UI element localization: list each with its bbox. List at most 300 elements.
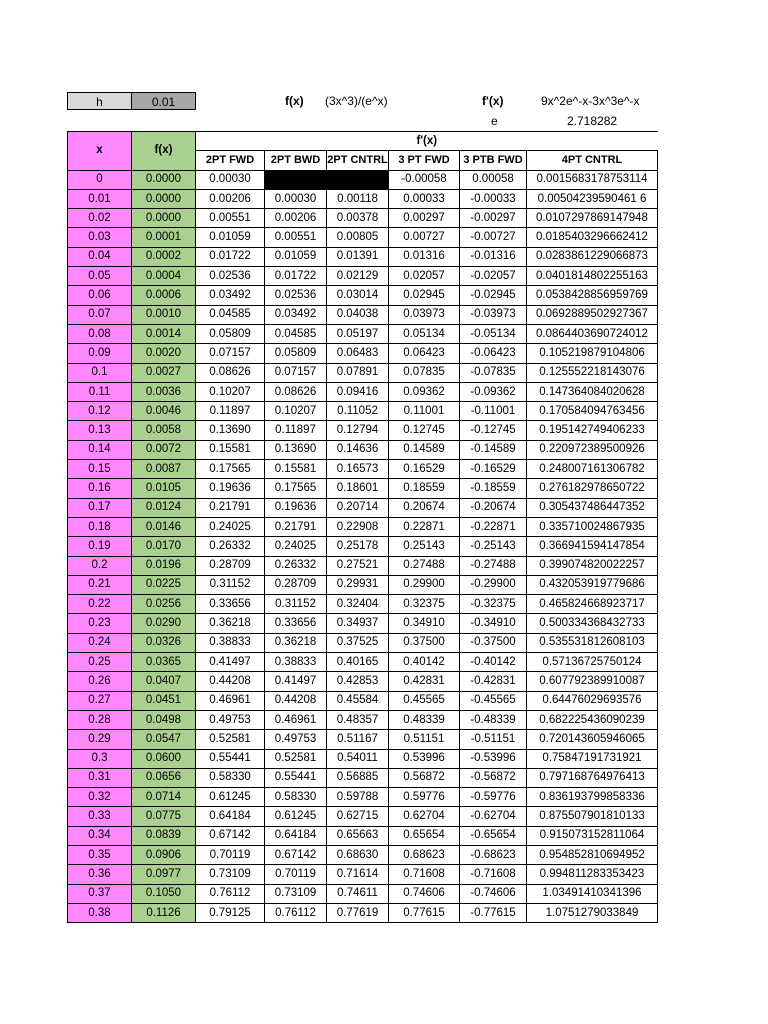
- fwd2-cell[interactable]: 0.36218: [196, 614, 265, 633]
- bwd2-cell[interactable]: 0.70119: [265, 865, 327, 884]
- cntrl4-cell[interactable]: 0.195142749406233: [527, 421, 658, 440]
- bwd3-cell[interactable]: -0.12745: [460, 421, 527, 440]
- fx-cell[interactable]: 0.0326: [132, 633, 196, 652]
- cntrl2-cell[interactable]: 0.34937: [327, 614, 389, 633]
- fx-cell[interactable]: 0.0290: [132, 614, 196, 633]
- x-cell[interactable]: 0.22: [68, 595, 132, 614]
- fwd3-cell[interactable]: 0.27488: [389, 556, 460, 575]
- bwd3-cell[interactable]: -0.74606: [460, 884, 527, 903]
- bwd3-cell[interactable]: -0.34910: [460, 614, 527, 633]
- bwd2-cell[interactable]: 0.17565: [265, 479, 327, 498]
- bwd3-cell[interactable]: -0.62704: [460, 807, 527, 826]
- cntrl2-cell[interactable]: 0.25178: [327, 537, 389, 556]
- fwd3-cell[interactable]: 0.09362: [389, 382, 460, 401]
- cntrl4-cell[interactable]: 0.335710024867935: [527, 517, 658, 536]
- bwd3-cell[interactable]: -0.37500: [460, 633, 527, 652]
- x-cell[interactable]: 0.07: [68, 305, 132, 324]
- fwd2-cell[interactable]: 0.17565: [196, 460, 265, 479]
- cntrl4-cell[interactable]: 0.500334368432733: [527, 614, 658, 633]
- cntrl2-cell[interactable]: 0.74611: [327, 884, 389, 903]
- x-cell[interactable]: 0.35: [68, 845, 132, 864]
- bwd2-cell[interactable]: 0.73109: [265, 884, 327, 903]
- cntrl2-cell[interactable]: 0.45584: [327, 691, 389, 710]
- fwd2-cell[interactable]: 0.00030: [196, 170, 265, 189]
- fx-cell[interactable]: 0.0146: [132, 517, 196, 536]
- bwd3-cell[interactable]: -0.56872: [460, 768, 527, 787]
- bwd2-cell[interactable]: 0.38833: [265, 653, 327, 672]
- bwd3-cell[interactable]: -0.25143: [460, 537, 527, 556]
- bwd2-cell[interactable]: 0.67142: [265, 845, 327, 864]
- fx-cell[interactable]: 0.0014: [132, 324, 196, 343]
- fx-cell[interactable]: 0.0656: [132, 768, 196, 787]
- fwd3-cell[interactable]: 0.00033: [389, 189, 460, 208]
- x-cell[interactable]: 0.04: [68, 247, 132, 266]
- cntrl2-cell[interactable]: 0.22908: [327, 517, 389, 536]
- fwd2-cell[interactable]: 0.07157: [196, 344, 265, 363]
- fx-cell[interactable]: 0.0058: [132, 421, 196, 440]
- bwd2-cell[interactable]: 0.04585: [265, 324, 327, 343]
- bwd2-cell[interactable]: 0.36218: [265, 633, 327, 652]
- bwd3-cell[interactable]: -0.22871: [460, 517, 527, 536]
- fwd2-cell[interactable]: 0.44208: [196, 672, 265, 691]
- cntrl4-cell[interactable]: 0.875507901810133: [527, 807, 658, 826]
- fwd3-cell[interactable]: 0.22871: [389, 517, 460, 536]
- cntrl4-cell[interactable]: 0.57136725750124: [527, 653, 658, 672]
- cntrl2-cell[interactable]: 0.56885: [327, 768, 389, 787]
- bwd2-cell[interactable]: 0.58330: [265, 788, 327, 807]
- bwd2-cell[interactable]: 0.00030: [265, 189, 327, 208]
- dfx-formula[interactable]: 9x^2e^-x-3x^3e^-x: [541, 94, 640, 108]
- cntrl4-cell[interactable]: 0.836193799858336: [527, 788, 658, 807]
- fx-formula[interactable]: (3x^3)/(e^x): [325, 94, 388, 108]
- bwd2-cell[interactable]: 0.10207: [265, 402, 327, 421]
- cntrl2-cell[interactable]: 0.12794: [327, 421, 389, 440]
- x-cell[interactable]: 0.23: [68, 614, 132, 633]
- fx-cell[interactable]: 0.0256: [132, 595, 196, 614]
- fwd3-cell[interactable]: 0.68623: [389, 845, 460, 864]
- cntrl4-cell[interactable]: 0.0185403296662412: [527, 228, 658, 247]
- fwd2-cell[interactable]: 0.38833: [196, 633, 265, 652]
- fwd3-cell[interactable]: 0.74606: [389, 884, 460, 903]
- x-cell[interactable]: 0.14: [68, 440, 132, 459]
- fwd2-cell[interactable]: 0.02536: [196, 267, 265, 286]
- cntrl4-cell[interactable]: 0.0864403690724012: [527, 324, 658, 343]
- fwd2-cell[interactable]: 0.08626: [196, 363, 265, 382]
- fx-cell[interactable]: 0.0036: [132, 382, 196, 401]
- fx-cell[interactable]: 0.0407: [132, 672, 196, 691]
- cntrl2-cell[interactable]: 0.18601: [327, 479, 389, 498]
- cntrl4-cell[interactable]: 0.105219879104806: [527, 344, 658, 363]
- fwd2-cell[interactable]: 0.13690: [196, 421, 265, 440]
- fwd2-cell[interactable]: 0.01059: [196, 228, 265, 247]
- bwd3-cell[interactable]: -0.40142: [460, 653, 527, 672]
- bwd3-cell[interactable]: -0.59776: [460, 788, 527, 807]
- fwd2-cell[interactable]: 0.46961: [196, 691, 265, 710]
- cntrl4-cell[interactable]: 0.00504239590461 6: [527, 189, 658, 208]
- bwd2-cell[interactable]: 0.01722: [265, 267, 327, 286]
- fx-cell[interactable]: 0.0004: [132, 267, 196, 286]
- cntrl2-cell[interactable]: [327, 170, 389, 189]
- cntrl2-cell[interactable]: 0.00805: [327, 228, 389, 247]
- x-cell[interactable]: 0.3: [68, 749, 132, 768]
- fwd3-cell[interactable]: 0.34910: [389, 614, 460, 633]
- fwd3-cell[interactable]: 0.00297: [389, 209, 460, 228]
- cntrl2-cell[interactable]: 0.77619: [327, 903, 389, 922]
- fwd3-cell[interactable]: 0.00727: [389, 228, 460, 247]
- bwd2-cell[interactable]: 0.21791: [265, 517, 327, 536]
- bwd2-cell[interactable]: 0.46961: [265, 710, 327, 729]
- fwd3-cell[interactable]: 0.62704: [389, 807, 460, 826]
- fx-cell[interactable]: 0.0196: [132, 556, 196, 575]
- x-cell[interactable]: 0.08: [68, 324, 132, 343]
- cntrl4-cell[interactable]: 0.125552218143076: [527, 363, 658, 382]
- bwd2-cell[interactable]: 0.76112: [265, 903, 327, 922]
- fwd2-cell[interactable]: 0.01722: [196, 247, 265, 266]
- cntrl4-cell[interactable]: 0.0401814802255163: [527, 267, 658, 286]
- cntrl2-cell[interactable]: 0.65663: [327, 826, 389, 845]
- x-cell[interactable]: 0.02: [68, 209, 132, 228]
- x-cell[interactable]: 0.31: [68, 768, 132, 787]
- cntrl2-cell[interactable]: 0.02129: [327, 267, 389, 286]
- bwd2-cell[interactable]: 0.07157: [265, 363, 327, 382]
- fx-cell[interactable]: 0.0087: [132, 460, 196, 479]
- fx-cell[interactable]: 0.0072: [132, 440, 196, 459]
- fwd2-cell[interactable]: 0.76112: [196, 884, 265, 903]
- x-cell[interactable]: 0.25: [68, 653, 132, 672]
- cntrl2-cell[interactable]: 0.11052: [327, 402, 389, 421]
- fwd2-cell[interactable]: 0.05809: [196, 324, 265, 343]
- x-cell[interactable]: 0.06: [68, 286, 132, 305]
- cntrl4-cell[interactable]: 0.0283861229066873: [527, 247, 658, 266]
- bwd3-cell[interactable]: -0.06423: [460, 344, 527, 363]
- fwd3-cell[interactable]: 0.65654: [389, 826, 460, 845]
- fwd3-cell[interactable]: 0.51151: [389, 730, 460, 749]
- cntrl2-cell[interactable]: 0.14636: [327, 440, 389, 459]
- cntrl2-cell[interactable]: 0.54011: [327, 749, 389, 768]
- cntrl2-cell[interactable]: 0.48357: [327, 710, 389, 729]
- x-cell[interactable]: 0.24: [68, 633, 132, 652]
- x-cell[interactable]: 0.27: [68, 691, 132, 710]
- bwd3-cell[interactable]: -0.16529: [460, 460, 527, 479]
- fwd2-cell[interactable]: 0.03492: [196, 286, 265, 305]
- fwd2-cell[interactable]: 0.73109: [196, 865, 265, 884]
- x-cell[interactable]: 0.26: [68, 672, 132, 691]
- fwd2-cell[interactable]: 0.11897: [196, 402, 265, 421]
- bwd3-cell[interactable]: -0.68623: [460, 845, 527, 864]
- bwd2-cell[interactable]: 0.49753: [265, 730, 327, 749]
- bwd3-cell[interactable]: -0.65654: [460, 826, 527, 845]
- bwd2-cell[interactable]: 0.44208: [265, 691, 327, 710]
- cntrl2-cell[interactable]: 0.01391: [327, 247, 389, 266]
- fwd3-cell[interactable]: 0.25143: [389, 537, 460, 556]
- fx-cell[interactable]: 0.1126: [132, 903, 196, 922]
- fwd2-cell[interactable]: 0.19636: [196, 479, 265, 498]
- x-cell[interactable]: 0.11: [68, 382, 132, 401]
- fwd2-cell[interactable]: 0.41497: [196, 653, 265, 672]
- fx-cell[interactable]: 0.0775: [132, 807, 196, 826]
- bwd3-cell[interactable]: -0.20674: [460, 498, 527, 517]
- fwd2-cell[interactable]: 0.61245: [196, 788, 265, 807]
- cntrl4-cell[interactable]: 1.0751279033849: [527, 903, 658, 922]
- fwd3-cell[interactable]: 0.06423: [389, 344, 460, 363]
- bwd2-cell[interactable]: 0.26332: [265, 556, 327, 575]
- fx-cell[interactable]: 0.0010: [132, 305, 196, 324]
- cntrl2-cell[interactable]: 0.03014: [327, 286, 389, 305]
- cntrl4-cell[interactable]: 0.607792389910087: [527, 672, 658, 691]
- fwd3-cell[interactable]: 0.71608: [389, 865, 460, 884]
- fx-cell[interactable]: 0.0000: [132, 209, 196, 228]
- bwd3-cell[interactable]: -0.00033: [460, 189, 527, 208]
- bwd2-cell[interactable]: 0.13690: [265, 440, 327, 459]
- fx-cell[interactable]: 0.0225: [132, 575, 196, 594]
- fwd3-cell[interactable]: 0.02945: [389, 286, 460, 305]
- fwd2-cell[interactable]: 0.04585: [196, 305, 265, 324]
- bwd2-cell[interactable]: 0.31152: [265, 595, 327, 614]
- cntrl4-cell[interactable]: 0.0015683178753114: [527, 170, 658, 189]
- fx-cell[interactable]: 0.0170: [132, 537, 196, 556]
- x-cell[interactable]: 0.05: [68, 267, 132, 286]
- fx-cell[interactable]: 0.0714: [132, 788, 196, 807]
- cntrl2-cell[interactable]: 0.59788: [327, 788, 389, 807]
- bwd3-cell[interactable]: -0.02945: [460, 286, 527, 305]
- fwd2-cell[interactable]: 0.49753: [196, 710, 265, 729]
- cntrl2-cell[interactable]: 0.62715: [327, 807, 389, 826]
- cntrl2-cell[interactable]: 0.40165: [327, 653, 389, 672]
- fwd3-cell[interactable]: 0.48339: [389, 710, 460, 729]
- cntrl4-cell[interactable]: 0.170584094763456: [527, 402, 658, 421]
- cntrl2-cell[interactable]: 0.09416: [327, 382, 389, 401]
- fwd3-cell[interactable]: 0.53996: [389, 749, 460, 768]
- cntrl2-cell[interactable]: 0.71614: [327, 865, 389, 884]
- bwd3-cell[interactable]: -0.11001: [460, 402, 527, 421]
- x-cell[interactable]: 0.13: [68, 421, 132, 440]
- x-cell[interactable]: 0.2: [68, 556, 132, 575]
- cntrl2-cell[interactable]: 0.00118: [327, 189, 389, 208]
- fwd3-cell[interactable]: 0.32375: [389, 595, 460, 614]
- bwd3-cell[interactable]: -0.02057: [460, 267, 527, 286]
- cntrl2-cell[interactable]: 0.68630: [327, 845, 389, 864]
- fwd3-cell[interactable]: 0.77615: [389, 903, 460, 922]
- bwd3-cell[interactable]: -0.29900: [460, 575, 527, 594]
- cntrl4-cell[interactable]: 0.399074820022257: [527, 556, 658, 575]
- bwd2-cell[interactable]: 0.01059: [265, 247, 327, 266]
- cntrl2-cell[interactable]: 0.05197: [327, 324, 389, 343]
- fwd3-cell[interactable]: 0.05134: [389, 324, 460, 343]
- bwd2-cell[interactable]: 0.15581: [265, 460, 327, 479]
- cntrl4-cell[interactable]: 0.994811283353423: [527, 865, 658, 884]
- cntrl4-cell[interactable]: 0.720143605946065: [527, 730, 658, 749]
- fx-cell[interactable]: 0.0451: [132, 691, 196, 710]
- fwd3-cell[interactable]: 0.11001: [389, 402, 460, 421]
- fwd2-cell[interactable]: 0.15581: [196, 440, 265, 459]
- x-cell[interactable]: 0.32: [68, 788, 132, 807]
- cntrl4-cell[interactable]: 0.954852810694952: [527, 845, 658, 864]
- cntrl4-cell[interactable]: 0.248007161306782: [527, 460, 658, 479]
- bwd3-cell[interactable]: -0.03973: [460, 305, 527, 324]
- bwd3-cell[interactable]: -0.51151: [460, 730, 527, 749]
- cntrl2-cell[interactable]: 0.06483: [327, 344, 389, 363]
- cntrl4-cell[interactable]: 0.276182978650722: [527, 479, 658, 498]
- cntrl2-cell[interactable]: 0.20714: [327, 498, 389, 517]
- bwd3-cell[interactable]: -0.18559: [460, 479, 527, 498]
- fwd2-cell[interactable]: 0.00206: [196, 189, 265, 208]
- fx-cell[interactable]: 0.0027: [132, 363, 196, 382]
- bwd2-cell[interactable]: 0.08626: [265, 382, 327, 401]
- fwd2-cell[interactable]: 0.21791: [196, 498, 265, 517]
- bwd2-cell[interactable]: 0.33656: [265, 614, 327, 633]
- bwd3-cell[interactable]: -0.53996: [460, 749, 527, 768]
- fwd3-cell[interactable]: 0.45565: [389, 691, 460, 710]
- x-cell[interactable]: 0.16: [68, 479, 132, 498]
- bwd3-cell[interactable]: -0.14589: [460, 440, 527, 459]
- bwd2-cell[interactable]: 0.00206: [265, 209, 327, 228]
- bwd3-cell[interactable]: -0.42831: [460, 672, 527, 691]
- fwd3-cell[interactable]: 0.42831: [389, 672, 460, 691]
- x-cell[interactable]: 0.09: [68, 344, 132, 363]
- bwd3-cell[interactable]: -0.09362: [460, 382, 527, 401]
- bwd2-cell[interactable]: 0.11897: [265, 421, 327, 440]
- cntrl4-cell[interactable]: 1.03491410341396: [527, 884, 658, 903]
- bwd2-cell[interactable]: 0.61245: [265, 807, 327, 826]
- fwd2-cell[interactable]: 0.64184: [196, 807, 265, 826]
- fx-cell[interactable]: 0.0498: [132, 710, 196, 729]
- bwd3-cell[interactable]: -0.00297: [460, 209, 527, 228]
- cntrl4-cell[interactable]: 0.64476029693576: [527, 691, 658, 710]
- bwd3-cell[interactable]: -0.05134: [460, 324, 527, 343]
- fx-cell[interactable]: 0.0006: [132, 286, 196, 305]
- x-cell[interactable]: 0.38: [68, 903, 132, 922]
- fx-cell[interactable]: 0.0906: [132, 845, 196, 864]
- cntrl2-cell[interactable]: 0.37525: [327, 633, 389, 652]
- cntrl2-cell[interactable]: 0.07891: [327, 363, 389, 382]
- fwd2-cell[interactable]: 0.55441: [196, 749, 265, 768]
- bwd3-cell[interactable]: -0.32375: [460, 595, 527, 614]
- fwd2-cell[interactable]: 0.10207: [196, 382, 265, 401]
- cntrl4-cell[interactable]: 0.797168764976413: [527, 768, 658, 787]
- bwd2-cell[interactable]: 0.05809: [265, 344, 327, 363]
- h-value-cell[interactable]: [131, 92, 196, 110]
- fwd2-cell[interactable]: 0.33656: [196, 595, 265, 614]
- fwd3-cell[interactable]: 0.18559: [389, 479, 460, 498]
- cntrl4-cell[interactable]: 0.305437486447352: [527, 498, 658, 517]
- fwd3-cell[interactable]: -0.00058: [389, 170, 460, 189]
- cntrl2-cell[interactable]: 0.16573: [327, 460, 389, 479]
- fx-cell[interactable]: 0.0002: [132, 247, 196, 266]
- fwd2-cell[interactable]: 0.58330: [196, 768, 265, 787]
- fwd2-cell[interactable]: 0.67142: [196, 826, 265, 845]
- fwd3-cell[interactable]: 0.29900: [389, 575, 460, 594]
- cntrl2-cell[interactable]: 0.29931: [327, 575, 389, 594]
- x-cell[interactable]: 0: [68, 170, 132, 189]
- x-cell[interactable]: 0.21: [68, 575, 132, 594]
- fwd2-cell[interactable]: 0.24025: [196, 517, 265, 536]
- cntrl4-cell[interactable]: 0.682225436090239: [527, 710, 658, 729]
- cntrl4-cell[interactable]: 0.432053919779686: [527, 575, 658, 594]
- bwd2-cell[interactable]: 0.28709: [265, 575, 327, 594]
- x-cell[interactable]: 0.36: [68, 865, 132, 884]
- bwd3-cell[interactable]: -0.45565: [460, 691, 527, 710]
- fwd2-cell[interactable]: 0.70119: [196, 845, 265, 864]
- fwd3-cell[interactable]: 0.16529: [389, 460, 460, 479]
- x-cell[interactable]: 0.1: [68, 363, 132, 382]
- x-cell[interactable]: 0.37: [68, 884, 132, 903]
- cntrl4-cell[interactable]: 0.366941594147854: [527, 537, 658, 556]
- x-cell[interactable]: 0.17: [68, 498, 132, 517]
- cntrl4-cell[interactable]: 0.915073152811064: [527, 826, 658, 845]
- bwd2-cell[interactable]: [265, 170, 327, 189]
- cntrl2-cell[interactable]: 0.51167: [327, 730, 389, 749]
- fwd3-cell[interactable]: 0.20674: [389, 498, 460, 517]
- fx-cell[interactable]: 0.0000: [132, 189, 196, 208]
- bwd2-cell[interactable]: 0.03492: [265, 305, 327, 324]
- x-cell[interactable]: 0.01: [68, 189, 132, 208]
- bwd2-cell[interactable]: 0.55441: [265, 768, 327, 787]
- fwd2-cell[interactable]: 0.26332: [196, 537, 265, 556]
- bwd3-cell[interactable]: -0.48339: [460, 710, 527, 729]
- fwd3-cell[interactable]: 0.14589: [389, 440, 460, 459]
- bwd2-cell[interactable]: 0.64184: [265, 826, 327, 845]
- fwd3-cell[interactable]: 0.07835: [389, 363, 460, 382]
- bwd2-cell[interactable]: 0.41497: [265, 672, 327, 691]
- fx-cell[interactable]: 0.0365: [132, 653, 196, 672]
- cntrl4-cell[interactable]: 0.75847191731921: [527, 749, 658, 768]
- cntrl2-cell[interactable]: 0.00378: [327, 209, 389, 228]
- bwd3-cell[interactable]: -0.07835: [460, 363, 527, 382]
- fwd3-cell[interactable]: 0.37500: [389, 633, 460, 652]
- fx-cell[interactable]: 0.0839: [132, 826, 196, 845]
- bwd2-cell[interactable]: 0.00551: [265, 228, 327, 247]
- fwd2-cell[interactable]: 0.00551: [196, 209, 265, 228]
- bwd3-cell[interactable]: -0.77615: [460, 903, 527, 922]
- x-cell[interactable]: 0.18: [68, 517, 132, 536]
- fx-cell[interactable]: 0.0046: [132, 402, 196, 421]
- fwd3-cell[interactable]: 0.12745: [389, 421, 460, 440]
- x-cell[interactable]: 0.12: [68, 402, 132, 421]
- bwd3-cell[interactable]: -0.71608: [460, 865, 527, 884]
- x-cell[interactable]: 0.28: [68, 710, 132, 729]
- cntrl4-cell[interactable]: 0.0538428856959769: [527, 286, 658, 305]
- bwd3-cell[interactable]: -0.00727: [460, 228, 527, 247]
- cntrl4-cell[interactable]: 0.0107297869147948: [527, 209, 658, 228]
- fx-cell[interactable]: 0.0600: [132, 749, 196, 768]
- fx-cell[interactable]: 0.1050: [132, 884, 196, 903]
- fx-cell[interactable]: 0.0001: [132, 228, 196, 247]
- fwd3-cell[interactable]: 0.01316: [389, 247, 460, 266]
- bwd3-cell[interactable]: -0.27488: [460, 556, 527, 575]
- fwd3-cell[interactable]: 0.56872: [389, 768, 460, 787]
- x-cell[interactable]: 0.19: [68, 537, 132, 556]
- cntrl2-cell[interactable]: 0.04038: [327, 305, 389, 324]
- fx-cell[interactable]: 0.0000: [132, 170, 196, 189]
- bwd2-cell[interactable]: 0.24025: [265, 537, 327, 556]
- x-cell[interactable]: 0.34: [68, 826, 132, 845]
- bwd3-cell[interactable]: -0.01316: [460, 247, 527, 266]
- bwd2-cell[interactable]: 0.52581: [265, 749, 327, 768]
- bwd2-cell[interactable]: 0.19636: [265, 498, 327, 517]
- cntrl2-cell[interactable]: 0.42853: [327, 672, 389, 691]
- bwd3-cell[interactable]: 0.00058: [460, 170, 527, 189]
- cntrl2-cell[interactable]: 0.27521: [327, 556, 389, 575]
- fwd3-cell[interactable]: 0.59776: [389, 788, 460, 807]
- cntrl4-cell[interactable]: 0.535531812608103: [527, 633, 658, 652]
- cntrl4-cell[interactable]: 0.465824668923717: [527, 595, 658, 614]
- fwd3-cell[interactable]: 0.02057: [389, 267, 460, 286]
- fwd2-cell[interactable]: 0.31152: [196, 575, 265, 594]
- cntrl2-cell[interactable]: 0.32404: [327, 595, 389, 614]
- x-cell[interactable]: 0.29: [68, 730, 132, 749]
- fx-cell[interactable]: 0.0020: [132, 344, 196, 363]
- x-cell[interactable]: 0.33: [68, 807, 132, 826]
